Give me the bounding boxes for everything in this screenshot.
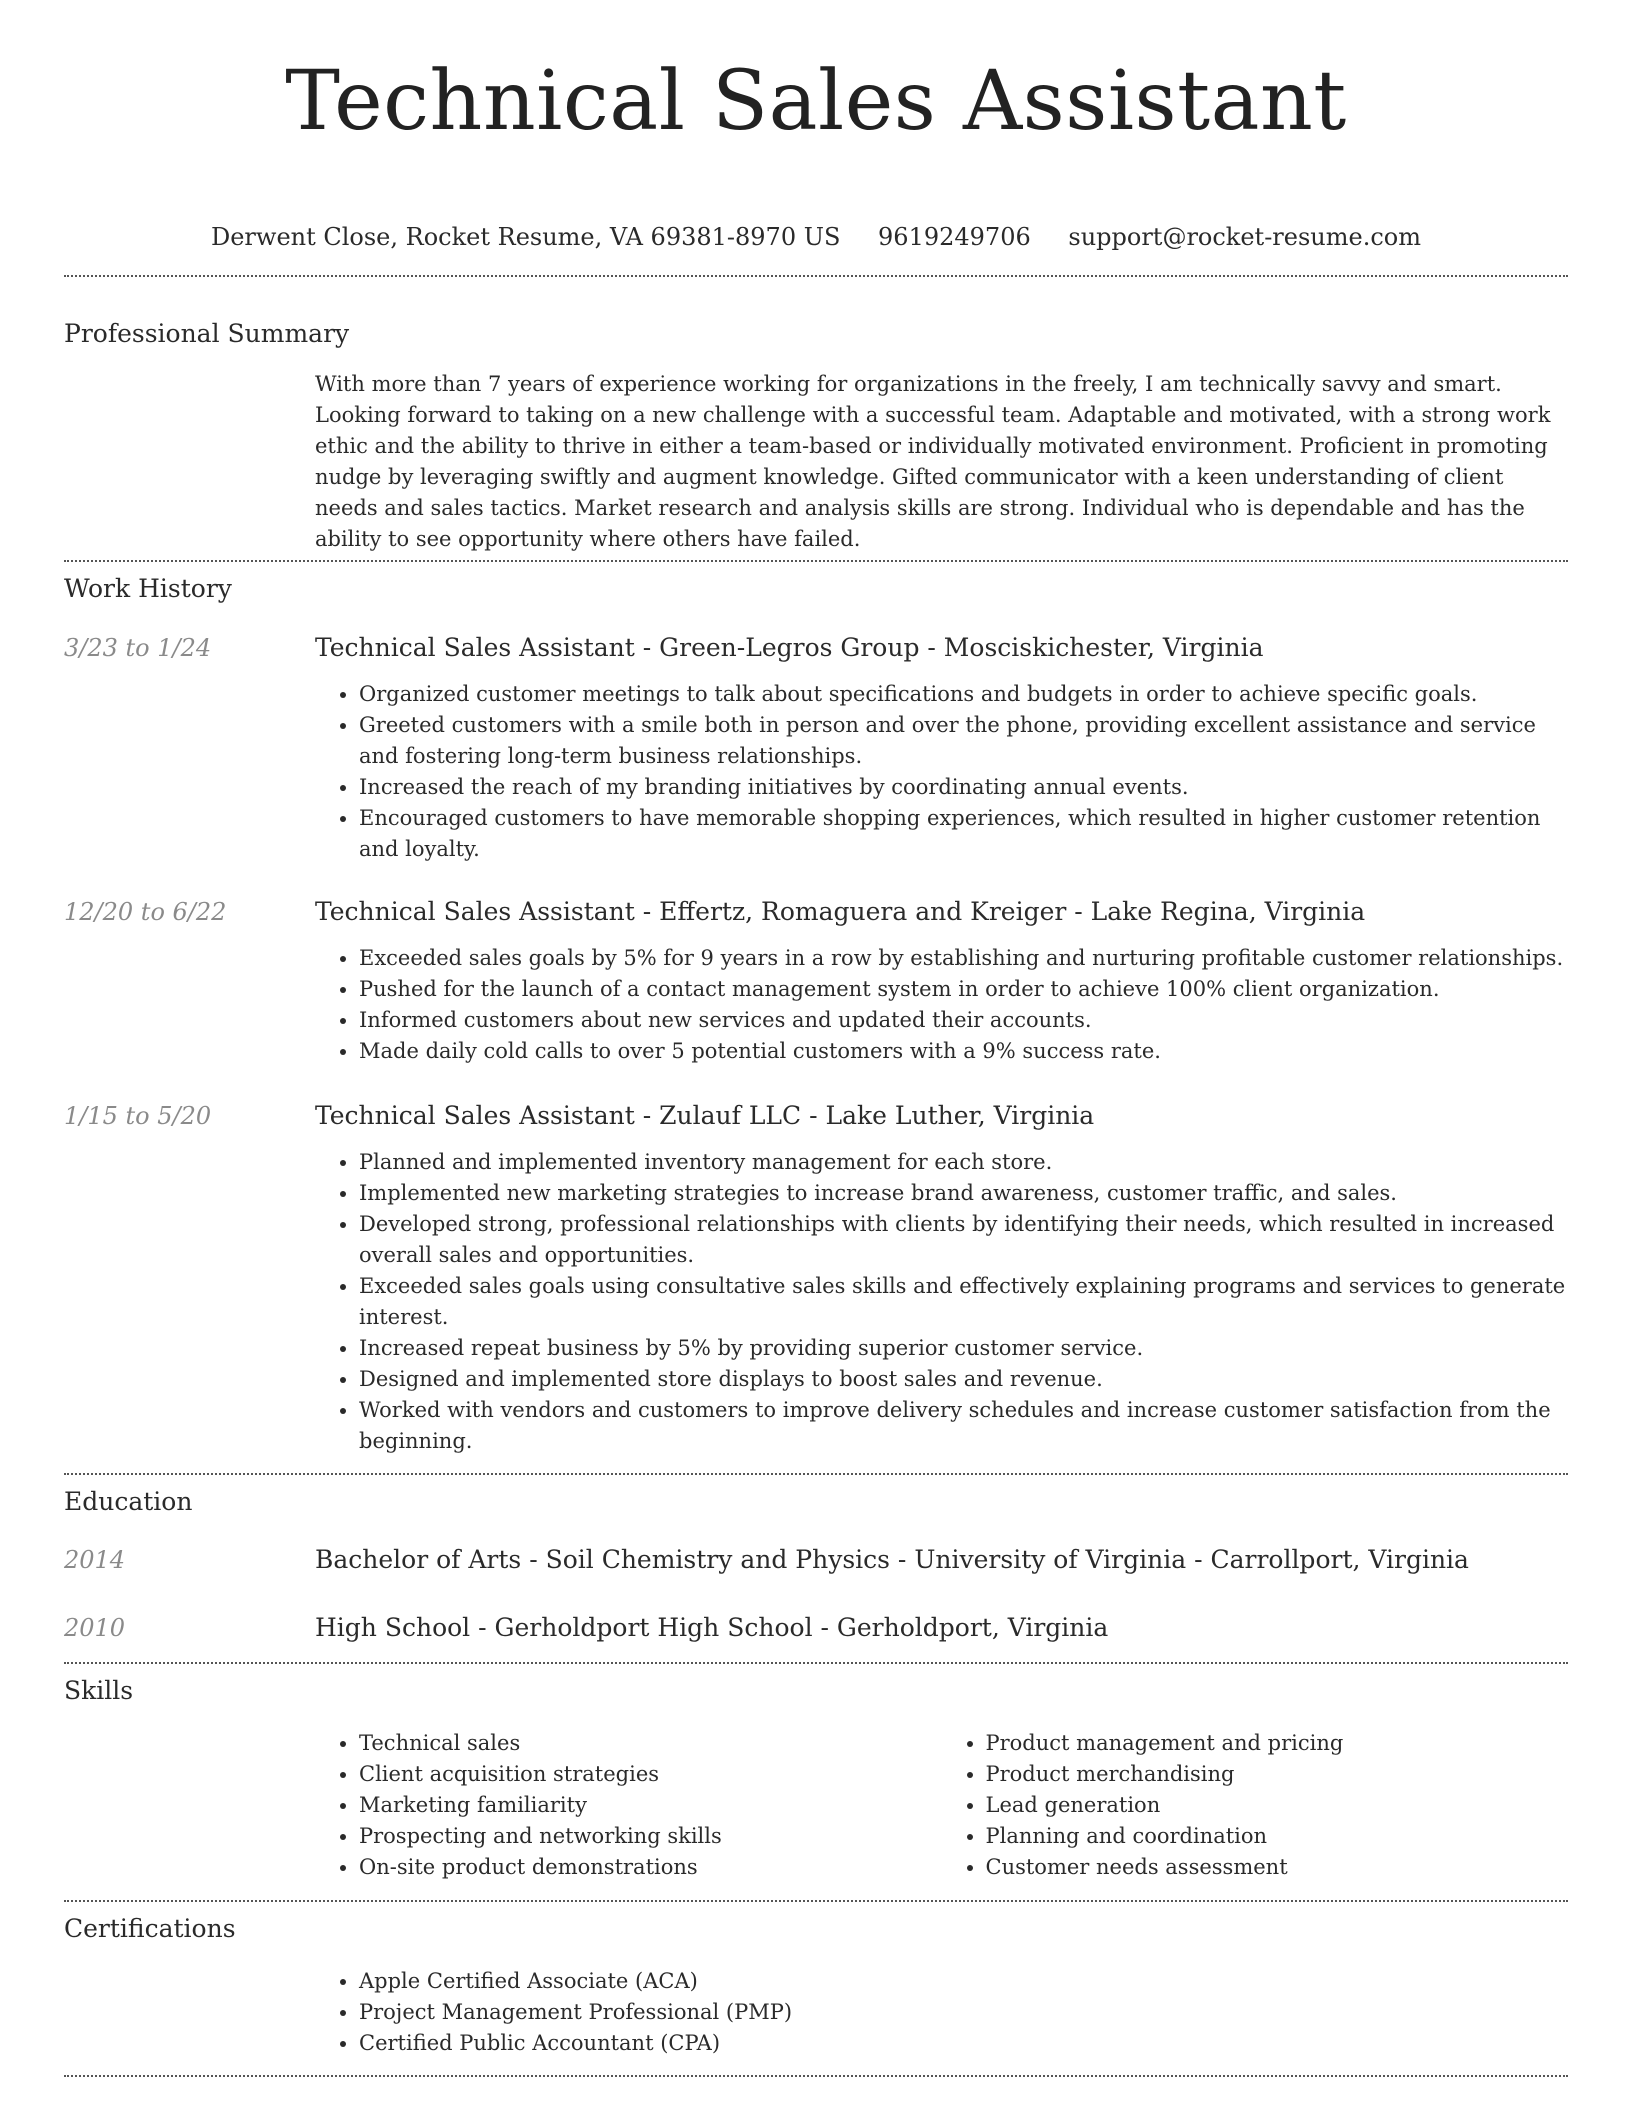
job-bullet: • Increased the reach of my branding initiatives by coordinating annual events. bbox=[359, 772, 1568, 803]
summary-heading: Professional Summary bbox=[64, 319, 350, 348]
job-bullet: • Encouraged customers to have memorable shopping experiences, which resulted in higher customer retention and loyalty. bbox=[359, 803, 1568, 865]
education-entry bbox=[64, 1611, 1568, 1645]
contact-email: support@rocket-resume.com bbox=[1068, 223, 1421, 251]
job-bullet: • Greeted customers with a smile both in person and over the phone, providing excellent assistance and service and fostering long-term business relationships. bbox=[359, 710, 1568, 772]
divider bbox=[64, 275, 1568, 277]
job-bullet: • Implemented new marketing strategies to increase brand awareness, customer traffic, and sales. bbox=[359, 1178, 1568, 1209]
job-bullet: • Worked with vendors and customers to improve delivery schedules and increase customer satisfaction from the beginning. bbox=[359, 1395, 1568, 1457]
job-bullet: • Planned and implemented inventory management for each store. bbox=[359, 1147, 1568, 1178]
skills-heading: Skills bbox=[64, 1676, 134, 1705]
job-bullet: • Increased repeat business by 5% by providing superior customer service. bbox=[359, 1333, 1568, 1364]
education-section bbox=[64, 1485, 1568, 1645]
certification-item: • Apple Certified Associate (ACA) bbox=[359, 1966, 1568, 1997]
education-year: 2014 bbox=[64, 1546, 126, 1574]
contact-line bbox=[64, 222, 1568, 252]
divider bbox=[64, 1662, 1568, 1664]
contact-address: Derwent Close, Rocket Resume, VA 69381-8970 US bbox=[210, 223, 841, 251]
certification-item: • Project Management Professional (PMP) bbox=[359, 1997, 1568, 2028]
certifications-list bbox=[315, 1966, 1568, 2059]
education-heading: Education bbox=[64, 1487, 193, 1516]
job-bullet: • Informed customers about new services and updated their accounts. bbox=[359, 1005, 1568, 1036]
job-bullet: • Made daily cold calls to over 5 potential customers with a 9% success rate. bbox=[359, 1036, 1568, 1067]
resume-name: Technical Sales Assistant bbox=[285, 54, 1347, 149]
job-bullet: • Developed strong, professional relationships with clients by identifying their needs, which resulted in increased overall sales and opportunities. bbox=[359, 1209, 1568, 1271]
divider bbox=[64, 1473, 1568, 1475]
skill-item: • Product management and pricing bbox=[986, 1728, 1569, 1759]
certifications-heading: Certifications bbox=[64, 1914, 236, 1943]
job-bullets bbox=[315, 943, 1568, 1067]
job-dates: 3/23 to 1/24 bbox=[64, 634, 212, 662]
job-entry bbox=[64, 631, 1568, 865]
skill-item: • Prospecting and networking skills bbox=[359, 1821, 942, 1852]
skill-item: • Customer needs assessment bbox=[986, 1852, 1569, 1883]
skill-item: • On-site product demonstrations bbox=[359, 1852, 942, 1883]
job-bullets bbox=[315, 1147, 1568, 1457]
divider bbox=[64, 560, 1568, 562]
skill-item: • Lead generation bbox=[986, 1790, 1569, 1821]
skills-list-left bbox=[315, 1728, 942, 1883]
job-heading: Technical Sales Assistant - Zulauf LLC - Lake Luther, Virginia bbox=[315, 1101, 1095, 1130]
work-section bbox=[64, 572, 1568, 1457]
job-heading: Technical Sales Assistant - Effertz, Romaguera and Kreiger - Lake Regina, Virginia bbox=[315, 897, 1366, 926]
skills-section bbox=[64, 1674, 1568, 1883]
skill-item: • Marketing familiarity bbox=[359, 1790, 942, 1821]
skill-item: • Client acquisition strategies bbox=[359, 1759, 942, 1790]
job-entry bbox=[64, 895, 1568, 1067]
job-heading: Technical Sales Assistant - Green-Legros Group - Mosciskichester, Virginia bbox=[315, 633, 1264, 662]
job-bullets bbox=[315, 679, 1568, 865]
job-dates: 12/20 to 6/22 bbox=[64, 898, 227, 926]
skills-list-right bbox=[942, 1728, 1569, 1883]
resume-page bbox=[64, 0, 1568, 2077]
divider bbox=[64, 2075, 1568, 2077]
education-entry bbox=[64, 1543, 1568, 1577]
job-dates: 1/15 to 5/20 bbox=[64, 1102, 212, 1130]
certification-item: • Certified Public Accountant (CPA) bbox=[359, 2028, 1568, 2059]
skill-item: • Technical sales bbox=[359, 1728, 942, 1759]
job-bullet: • Designed and implemented store displays to boost sales and revenue. bbox=[359, 1364, 1568, 1395]
work-heading: Work History bbox=[64, 574, 232, 603]
job-bullet: • Organized customer meetings to talk about specifications and budgets in order to achieve specific goals. bbox=[359, 679, 1568, 710]
skill-item: • Planning and coordination bbox=[986, 1821, 1569, 1852]
contact-phone: 9619249706 bbox=[878, 223, 1031, 251]
certifications-section bbox=[64, 1912, 1568, 2059]
education-text: High School - Gerholdport High School - Gerholdport, Virginia bbox=[315, 1613, 1109, 1642]
education-text: Bachelor of Arts - Soil Chemistry and Physics - University of Virginia - Carrollport, Virginia bbox=[315, 1545, 1469, 1574]
divider bbox=[64, 1900, 1568, 1902]
summary-text: With more than 7 years of experience working for organizations in the freely, I am technically savvy and smart. Looking forward to taking on a new challenge with a successful team. Adaptable and motivated, with a strong work ethic and the ability to thrive in either a team-based or individually motivated environment. Proficient in promoting nudge by leveraging swiftly and augment knowledge. Gifted communicator with a keen understanding of client needs and sales tactics. Market research and analysis skills are strong. Individual who is dependable and has the ability to see opportunity where others have failed. bbox=[315, 372, 1551, 551]
job-bullet: • Exceeded sales goals using consultative sales skills and effectively explaining programs and services to generate interest. bbox=[359, 1271, 1568, 1333]
education-year: 2010 bbox=[64, 1614, 126, 1642]
skill-item: • Product merchandising bbox=[986, 1759, 1569, 1790]
job-bullet: • Pushed for the launch of a contact management system in order to achieve 100% client organization. bbox=[359, 974, 1568, 1005]
summary-section bbox=[64, 317, 1568, 555]
skills-columns bbox=[315, 1728, 1568, 1883]
job-bullet: • Exceeded sales goals by 5% for 9 years in a row by establishing and nurturing profitable customer relationships. bbox=[359, 943, 1568, 974]
job-entry bbox=[64, 1099, 1568, 1457]
